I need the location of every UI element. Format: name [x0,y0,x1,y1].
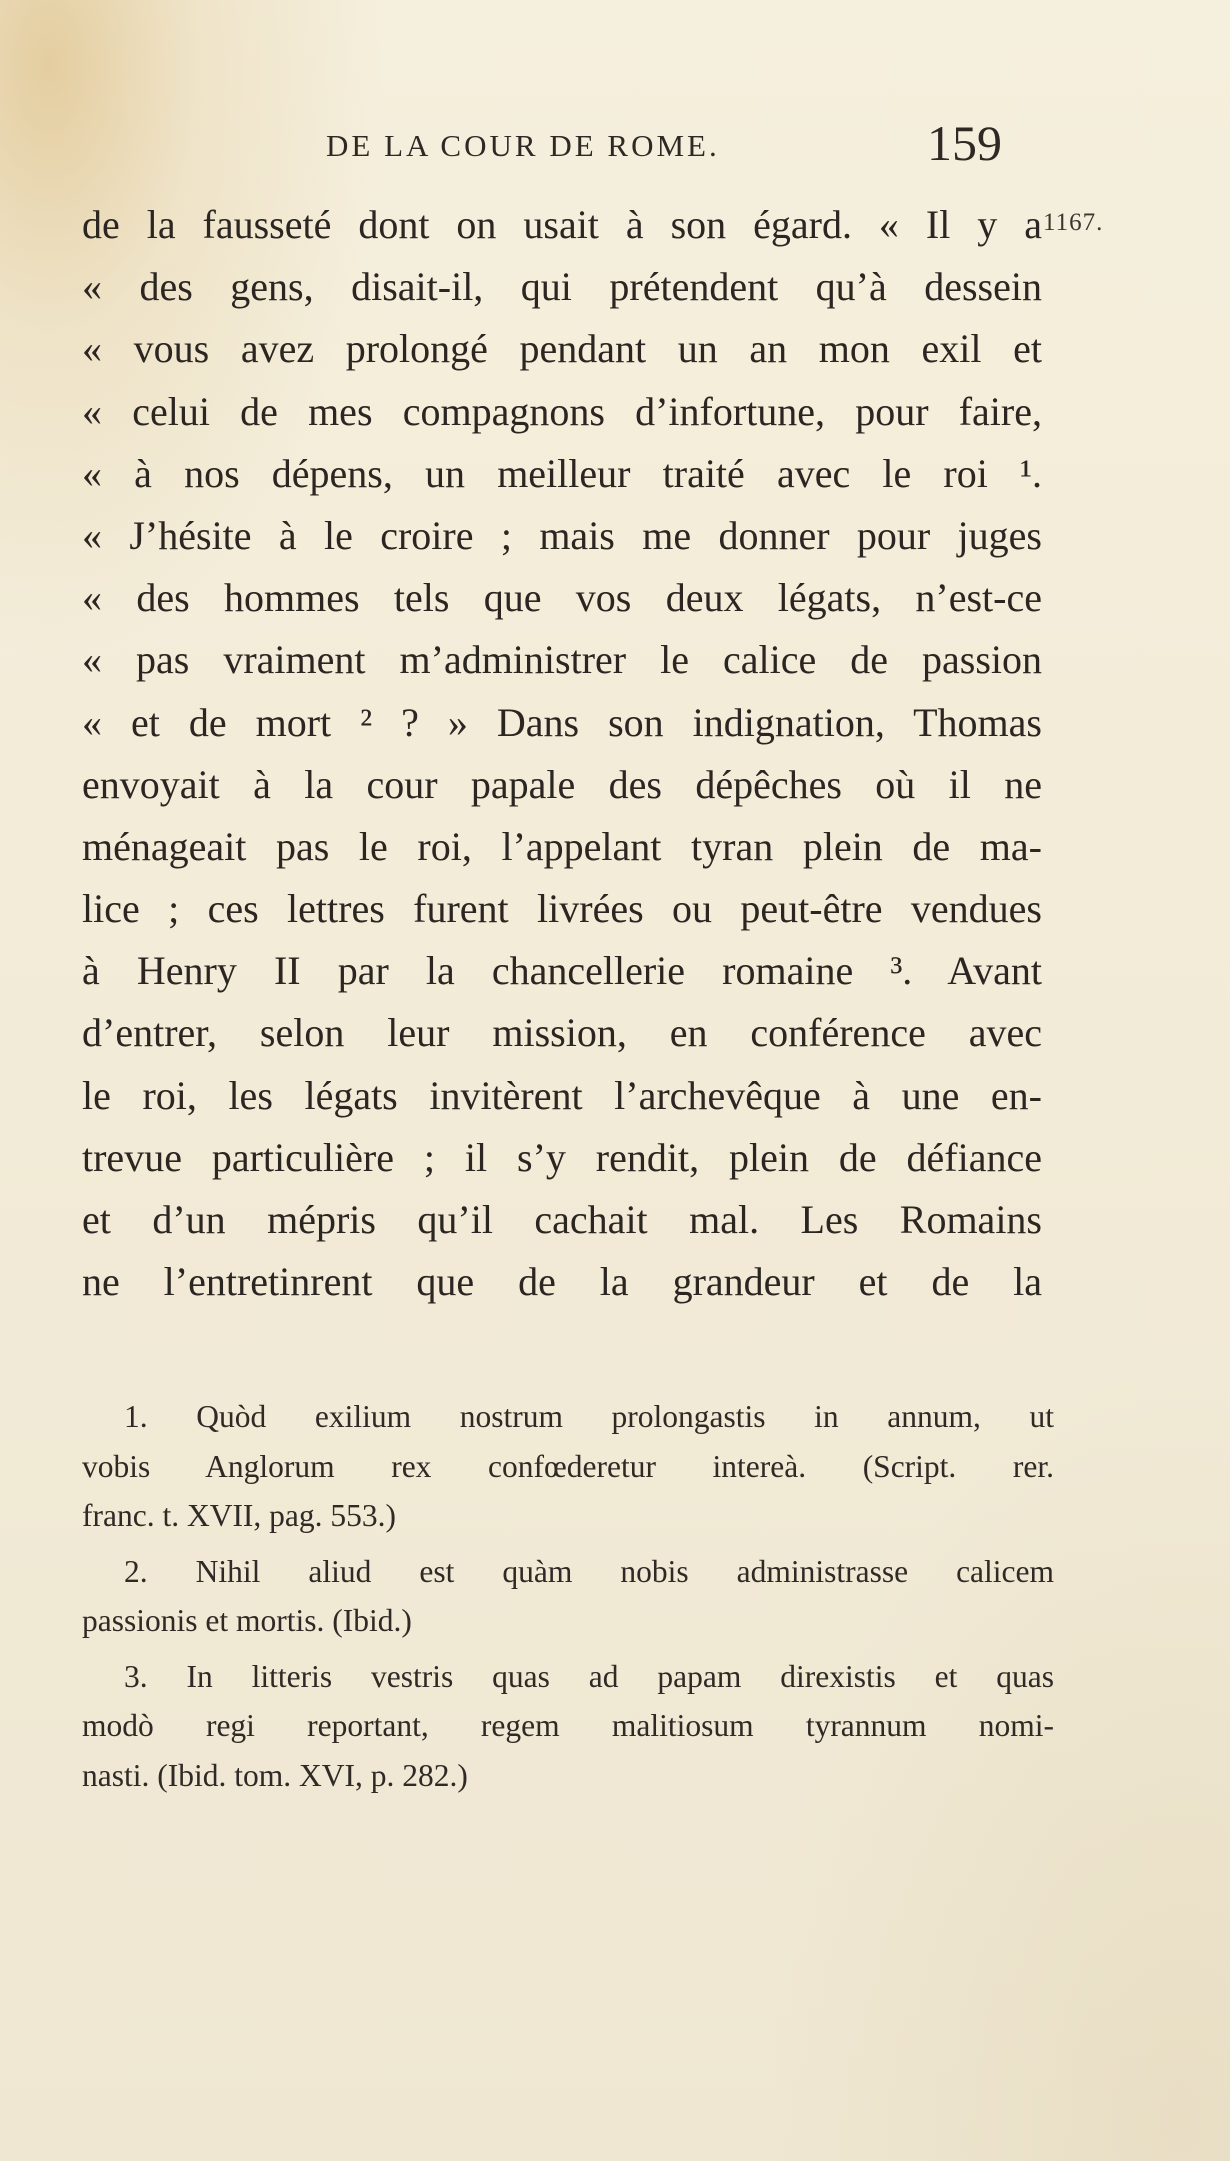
running-head [0,115,1230,188]
text-line: lice ; ces lettres furent livrées ou peut-être vendues [82,886,1042,932]
text-line: « des hommes tels que vos deux légats, n’est-ce [82,575,1042,621]
text-line: envoyait à la cour papale des dépêches où il ne [82,761,1042,807]
footnote-2 [82,1547,1054,1646]
text-line: de la fausseté dont on usait à son égard. « Il y a [82,202,1042,247]
footnote-line: 1. Quòd exilium nostrum prolongastis in annum, ut [124,1399,1054,1434]
footnote-line: 3. In litteris vestris quas ad papam direxistis et quas [124,1658,1054,1694]
footnote-line: modò regi reportant, regem malitiosum tyrannum nomi- [82,1708,1054,1743]
text-line: « pas vraiment m’administrer le calice de passion [82,637,1042,683]
running-title: DE LA COUR DE ROME. [326,128,720,163]
footnote-line: 2. Nihil aliud est quàm nobis administrasse calicem [124,1553,1054,1589]
text-line: à Henry II par la chancellerie romaine ³. Avant [82,948,1042,994]
text-line: et d’un mépris qu’il cachait mal. Les Romains [82,1197,1042,1242]
footnotes [82,1392,1054,1800]
text-line: « celui de mes compagnons d’infortune, pour faire, [82,388,1042,434]
text-line: « J’hésite à le croire ; mais me donner pour juges [82,512,1042,558]
text-line: « et de mort ² ? » Dans son indignation, Thomas [82,699,1042,745]
main-text [82,194,1042,1313]
footnote-1 [82,1392,1054,1541]
text-line: « à nos dépens, un meilleur traité avec le roi ¹. [82,450,1042,496]
margin-year-note: 1167. [1043,209,1104,236]
text-line: trevue particulière ; il s’y rendit, plein de défiance [82,1134,1042,1180]
text-line: ne l’entretinrent que de la grandeur et de la [82,1259,1042,1305]
footnote-line: nasti. (Ibid. tom. XVI, p. 282.) [82,1757,468,1793]
footnote-line: vobis Anglorum rex confœderetur intereà. (Script. rer. [82,1448,1054,1484]
text-line: d’entrer, selon leur mission, en conférence avec [82,1010,1042,1056]
text-line: « des gens, disait-il, qui prétendent qu’à dessein [82,264,1042,310]
text-line: le roi, les légats invitèrent l’archevêque à une en- [82,1072,1042,1118]
footnote-3 [82,1652,1054,1801]
text-line: ménageait pas le roi, l’appelant tyran plein de ma- [82,823,1042,869]
footnote-line: passionis et mortis. (Ibid.) [82,1603,412,1638]
page-number: 159 [927,115,1002,171]
text-line: « vous avez prolongé pendant un an mon exil et [82,326,1042,372]
footnote-line: franc. t. XVII, pag. 553.) [82,1498,397,1533]
